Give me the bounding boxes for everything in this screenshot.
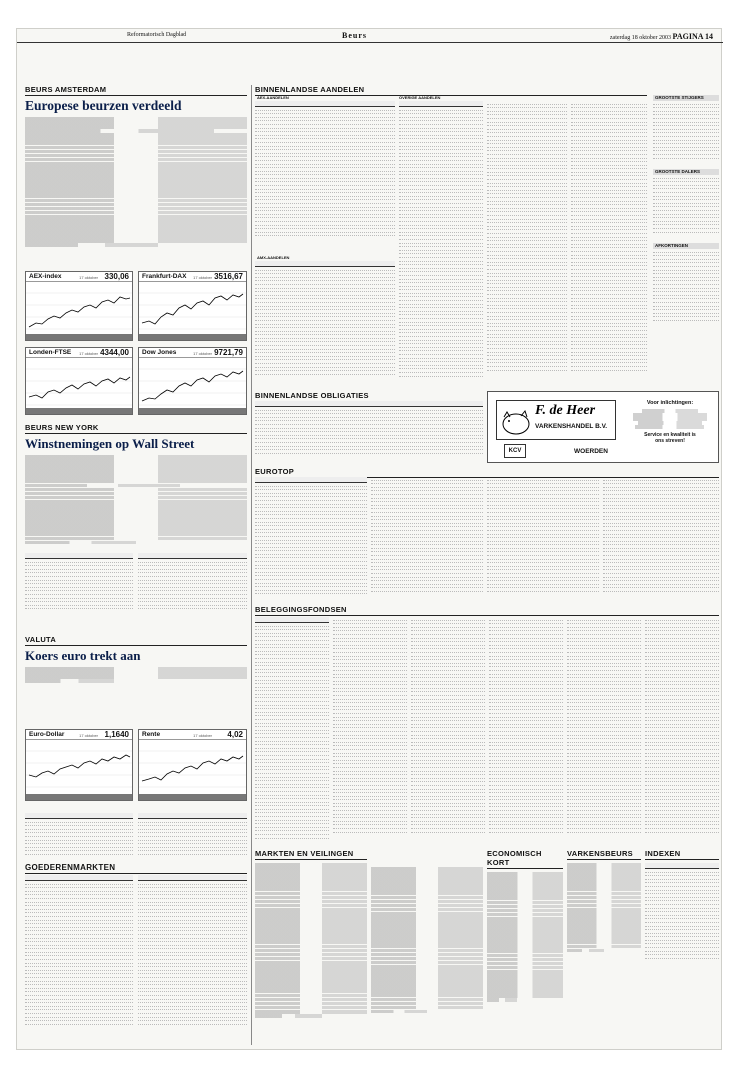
section-title-amsterdam: BEURS AMSTERDAM [25,85,247,96]
article-valuta [25,635,247,683]
section-binnenlandse-aandelen [255,85,647,96]
sidebar-stijgers [653,95,719,329]
chart-title: Frankfurt-DAX [142,273,187,280]
table-aex-aandelen [255,101,395,251]
advert-logo [496,400,616,440]
table-eurotop-4 [603,477,719,601]
chart-ftse-plot [26,359,132,409]
table-fondsen-4 [489,617,563,843]
advert-info [624,400,716,444]
subhead-amx: AMX-AANDELEN [257,255,290,260]
chart-date: 17 oktober [193,274,212,280]
table-fondsen-3 [411,617,485,843]
article-varkensbeurs [567,849,641,953]
chart-date: 17 oktober [79,350,98,356]
sidebar-title-dalers: GROOTSTE DALERS [653,169,719,175]
chart-rente-plot [139,741,246,795]
publication-name: Reformatorisch Dagblad [127,32,187,38]
chart-title: AEX-index [29,273,62,280]
table-obligaties [255,401,483,457]
table-eurotop-2 [371,477,483,601]
page-number: 14 [705,32,713,41]
column-divider [251,85,252,1045]
chart-title: Euro-Dollar [29,731,65,738]
table-stijgers [653,101,719,163]
section-name: Beurs [342,31,367,40]
chart-rente [138,729,247,801]
table-fondsen-1 [255,617,329,843]
section-title-newyork: BEURS NEW YORK [25,423,247,434]
sidebar-title-stijgers: GROOTSTE STIJGERS [653,95,719,101]
kcv-logo: KCV [504,444,526,458]
advert-de-heer [487,391,719,463]
chart-date: 17 oktober [79,732,98,738]
page-date: zaterdag 18 oktober 2003 [609,35,672,41]
section-title-obligaties: BINNENLANDSE OBLIGATIES [255,391,483,402]
section-title-beleggingsfondsen: BELEGGINGSFONDSEN [255,605,719,616]
subhead-aex: AEX-AANDELEN [257,95,289,100]
table-fondsen-5 [567,617,641,843]
chart-eurodollar-plot [26,741,132,795]
chart-aex-plot [26,283,132,335]
advert-brand: F. de Heer [535,403,596,418]
advert-info-title: Voor inlichtingen: [646,400,694,406]
section-beleggingsfondsen [255,605,719,616]
pig-icon [499,402,533,440]
newspaper-page [16,28,722,1050]
advert-place: WOERDEN [574,448,608,455]
advert-subtitle: VARKENSHANDEL B.V. [535,423,608,430]
article-amsterdam [25,85,247,248]
chart-dowjones [138,347,247,415]
chart-value: 3516,67 [214,272,243,281]
table-goederen-left [25,875,133,1045]
section-title-binnenland: BINNENLANDSE AANDELEN [255,85,647,96]
headline-amsterdam: Europese beurzen verdeeld [25,98,182,113]
section-title-valuta: VALUTA [25,635,247,646]
chart-value: 1,1640 [104,730,129,739]
chart-eurodollar [25,729,133,801]
chart-value: 9721,79 [214,348,243,357]
page-label: PAGINA [672,32,704,41]
chart-dowjones-plot [139,359,246,409]
body-newyork [25,455,247,544]
table-overige-3 [571,101,647,381]
body-amsterdam [25,117,247,247]
markten-continued [371,867,483,1014]
table-fondsen-6 [645,617,719,843]
chart-title: Dow Jones [142,349,177,356]
article-newyork [25,423,247,545]
article-economisch-kort [487,849,563,1003]
table-indexen [645,863,719,963]
subhead-overige: OVERIGE AANDELEN [399,95,441,100]
chart-dax-plot [139,283,246,335]
chart-title: Londen-FTSE [29,349,72,356]
chart-aex [25,271,133,341]
article-markten [255,849,367,1018]
table-dalers [653,175,719,237]
page-info [610,32,713,41]
masthead [17,29,723,43]
section-title-economisch: ECONOMISCH KORT [487,849,563,869]
table-eurotop-3 [487,477,599,601]
table-valuta-right [138,813,247,861]
section-title-indexen: INDEXEN [645,849,719,860]
section-goederenmarkten [25,863,247,874]
section-title-eurotop: EUROTOP [255,467,719,478]
table-goederen-right [138,875,247,1045]
chart-date: 17 oktober [193,732,212,738]
table-fondsen-2 [333,617,407,843]
table-overige-2 [487,101,567,381]
chart-value: 330,06 [104,272,129,281]
body-valuta [25,667,247,683]
chart-date: 17 oktober [193,350,212,356]
chart-title: Rente [142,731,161,738]
chart-value: 4,02 [227,730,243,739]
advert-service: Service en kwaliteit is [644,432,696,438]
headline-newyork: Winstnemingen op Wall Street [25,436,195,451]
section-title-varkensbeurs: VARKENSBEURS [567,849,641,860]
section-title-markten: MARKTEN EN VEILINGEN [255,849,367,860]
chart-dax [138,271,247,341]
table-ny-right [138,553,247,613]
section-title-goederen: GOEDERENMARKTEN [25,863,247,874]
section-indexen [645,849,719,963]
sidebar-title-afkortingen: AFKORTINGEN [653,243,719,249]
table-eurotop-1 [255,477,367,601]
table-overige-1 [399,101,483,381]
chart-date: 17 oktober [79,274,98,280]
chart-value: 4344,00 [100,348,129,357]
table-afkortingen [653,249,719,329]
table-amx-aandelen [255,261,395,381]
advert-service2: ons streven! [655,438,685,444]
table-valuta-left [25,813,133,861]
headline-valuta: Koers euro trekt aan [25,648,141,663]
table-ny-left [25,553,133,613]
chart-ftse [25,347,133,415]
